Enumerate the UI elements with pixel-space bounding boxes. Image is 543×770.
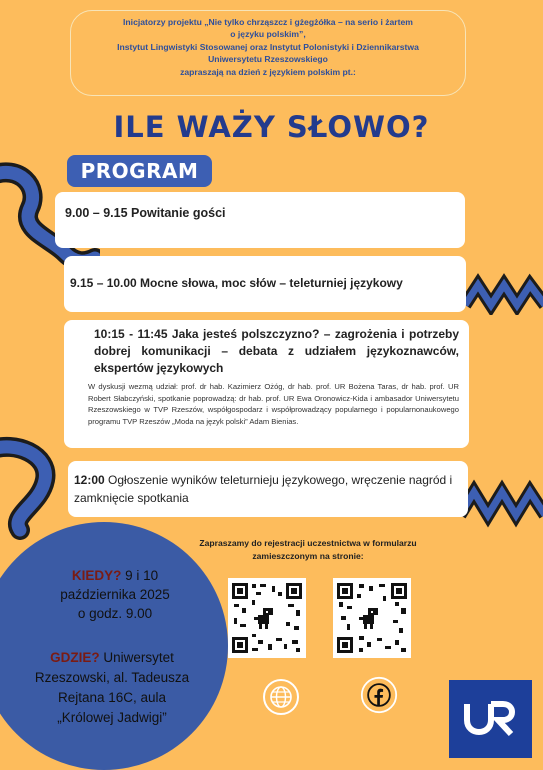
intro-line: Inicjatorzy projektu „Nie tylko chrząszcz i gżegżółka – na serio i żartem bbox=[123, 17, 413, 27]
where-label: GDZIE? bbox=[50, 650, 100, 665]
logo-text bbox=[449, 680, 450, 681]
zigzag-decoration-right-upper bbox=[465, 265, 543, 315]
event-title: ILE WAŻY SŁOWO? bbox=[113, 110, 430, 144]
globe-icon[interactable] bbox=[262, 678, 300, 716]
when-label: KIEDY? bbox=[71, 568, 122, 583]
debate-heading: 10:15 - 11:45 Jaka jesteś polszczyzno? – zagrożenia i potrzeby dobrej komunikacji – debata z udziałem językoznawców, ekspertów językowych bbox=[94, 327, 459, 375]
registration-line: zamieszczonym na stronie: bbox=[252, 550, 364, 561]
qr-code-website[interactable] bbox=[333, 578, 411, 658]
program-heading: PROGRAM bbox=[67, 155, 212, 187]
when-line: o godz. 9.00 bbox=[77, 606, 153, 621]
program-item-text: 9.00 – 9.15 Powitanie gości bbox=[65, 206, 226, 220]
qr-code-registration[interactable] bbox=[228, 578, 306, 658]
intro-line: Instytut Lingwistyki Stosowanej oraz Instytut Polonistyki i Dziennikarstwa bbox=[117, 41, 419, 52]
when-line: października 2025 bbox=[60, 587, 170, 602]
program-item-quiz bbox=[64, 256, 466, 312]
where-line: „Królowej Jadwigi” bbox=[57, 710, 167, 725]
program-item-text: 9.15 – 10.00 Mocne słowa, moc słów – teleturniej językowy bbox=[70, 276, 403, 290]
where-line: Rejtana 16C, aula bbox=[57, 690, 167, 705]
program-item-welcome bbox=[55, 192, 465, 248]
zigzag-decoration-right-lower bbox=[460, 470, 543, 530]
when-date: 9 i 10 bbox=[121, 568, 159, 583]
closing-time: 12:00 bbox=[74, 473, 105, 487]
facebook-icon[interactable] bbox=[360, 676, 398, 714]
where-line: Uniwersytet bbox=[99, 650, 174, 665]
where-line: Rzeszowski, al. Tadeusza bbox=[34, 670, 190, 685]
program-item-closing bbox=[68, 461, 468, 517]
intro-line: zapraszają na dzień z językiem polskim pt.: bbox=[180, 66, 356, 77]
registration-note bbox=[196, 537, 420, 562]
ur-logo-mark bbox=[449, 680, 532, 758]
university-logo bbox=[449, 680, 532, 758]
closing-text: Ogłoszenie wyników teleturnieju językowego, wręczenie nagród i zamknięcie spotkania bbox=[74, 473, 453, 505]
intro-line: o języku polskim”, bbox=[230, 29, 306, 40]
organizers-box bbox=[70, 10, 466, 96]
info-circle bbox=[0, 522, 228, 770]
program-item-debate bbox=[64, 320, 469, 448]
intro-line: Uniwersytetu Rzeszowskiego bbox=[208, 54, 328, 65]
when-block bbox=[40, 566, 190, 623]
debate-details: W dyskusji wezmą udział: prof. dr hab. Kazimierz Ożóg, dr hab. prof. UR Bożena Taras, dr hab. prof. UR Robert Słabczyński, spotkanie poprowadzą: dr hab. prof. UR Ewa Oronowicz-Kida i ambasador Uniwersytetu Rzeszowskiego w TVP Rzeszów, współgospodarz i współprowadzący popularnego i popularnonaukowego programu TVP Rzeszów „Moda na język polski” Adam Bienias. bbox=[88, 382, 459, 426]
where-block bbox=[12, 648, 212, 728]
registration-line: Zapraszamy do rejestracji uczestnictwa w formularzu bbox=[199, 538, 417, 548]
